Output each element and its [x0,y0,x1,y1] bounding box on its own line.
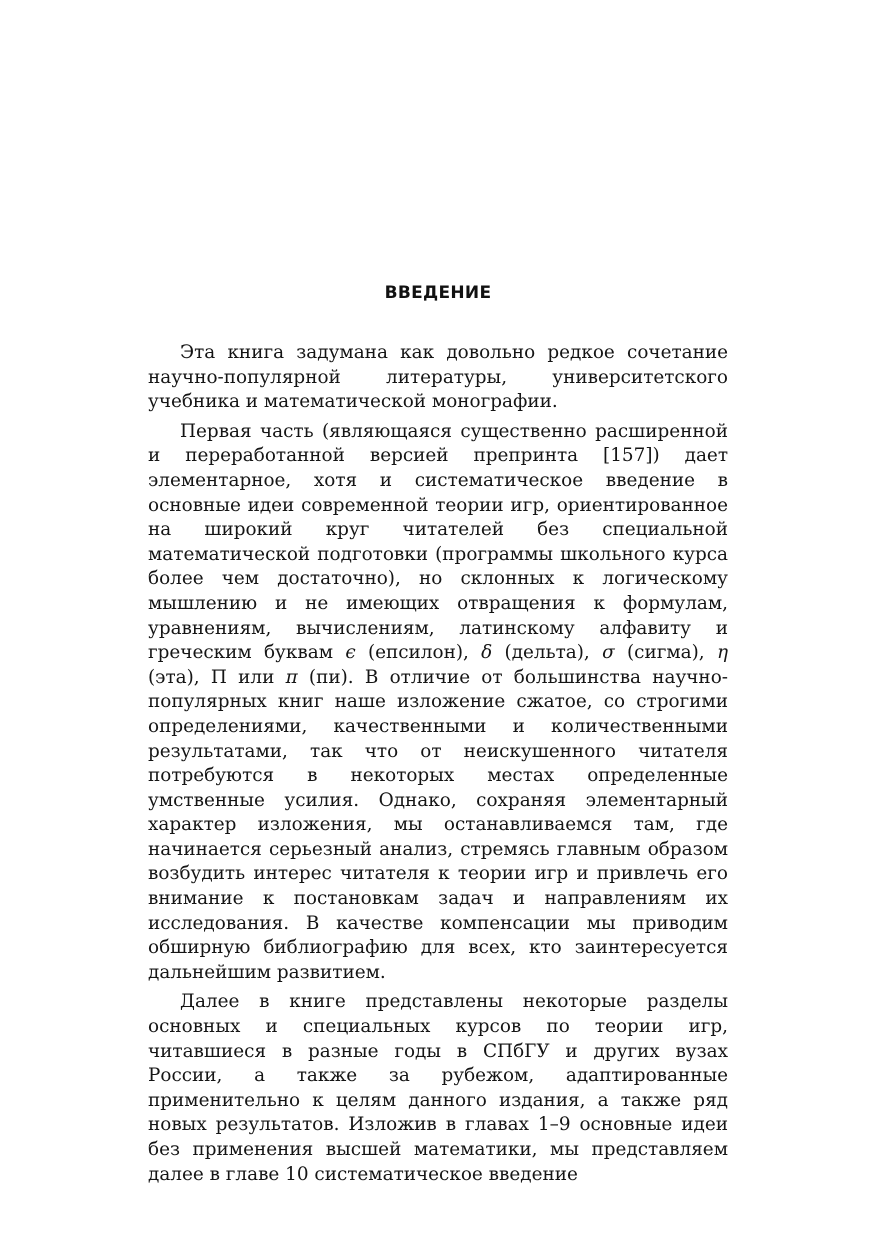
sigma-symbol: σ [602,642,615,664]
pi-lower-symbol: π [285,666,298,688]
eta-word: (эта), [148,666,200,688]
pi-upper-symbol: Π [210,666,227,688]
paragraph-2-part-b: (пи). В отличие от большинства научно-популярных книг наше изложение сжатое, со строгими определениями, качественными и количественными результатами, так что от неискушенного читателя потребуются в некоторых местах определенные умственные усилия. Однако, сохраняя элементарный характер изложения, мы останавливаемся там, где начинается серьезный анализ, стремясь главным образом возбудить интерес читателя к теории игр и привлечь его внимание к постановкам задач и направлениям их исследования. В качестве компенсации мы приводим обширную библиографию для всех, кто заинтересуется дальнейшим развитием. [148,666,728,983]
paragraph-2 [148,420,728,986]
paragraph-2-part-a: Первая часть (являющаяся существенно расширенной и переработанной версией препринта [157]) дает элементарное, хотя и систематическое введение в основные идеи современной теории игр, ориентированное на широкий круг читателей без специальной математической подготовки (программы школьного курса более чем достаточно), но склонных к логическому мышлению и не имеющих отвращения к формулам, уравнениям, вычислениям, латинскому алфавиту и греческим буквам [148,420,728,664]
epsilon-symbol: ϵ [345,642,356,664]
delta-word: (дельта), [504,642,590,664]
epsilon-word: (епсилон), [367,642,469,664]
body-text [148,341,728,1187]
delta-symbol: δ [481,642,493,664]
sigma-word: (сигма), [626,642,705,664]
chapter-heading: ВВЕДЕНИЕ [384,283,492,303]
paragraph-1: Эта книга задумана как довольно редкое сочетание научно-популярной литературы, университетского учебника и математической монографии. [148,342,728,413]
eta-symbol: η [716,642,728,664]
paragraph-3: Далее в книге представлены некоторые разделы основных и специальных курсов по теории игр, читавшиеся в разные годы в СПбГУ и других вузах России, а также за рубежом, адаптированные применительно к целям данного издания, а также ряд новых результатов. Изложив в главах 1–9 основные идеи без применения высшей математики, мы представляем далее в главе 10 систематическое введение [148,991,728,1185]
or-word: или [238,666,275,688]
